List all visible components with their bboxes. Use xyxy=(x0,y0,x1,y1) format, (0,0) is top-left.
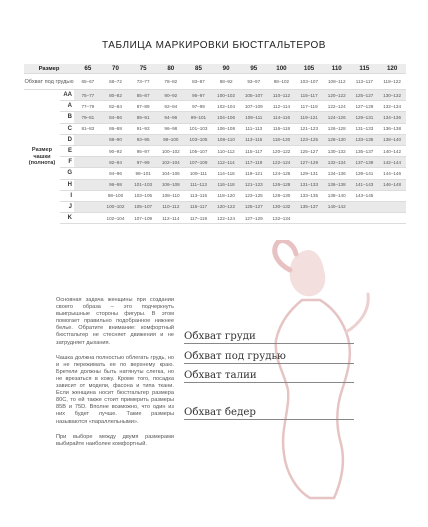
bust-range-cell: 140–142 xyxy=(323,201,351,212)
advice-paragraph: При выборе между двумя размерами выбирайте наиболее комфортный. xyxy=(56,433,174,447)
cup-row xyxy=(24,134,406,145)
bust-range-cell: 122–124 xyxy=(268,157,296,168)
cup-row xyxy=(24,190,406,201)
bust-range-cell: 103–105 xyxy=(185,134,213,145)
bust-range-cell: 121–123 xyxy=(240,179,268,190)
bust-range-cell: 98–100 xyxy=(102,190,130,201)
underbust-cell: 98–102 xyxy=(268,74,296,90)
bust-range-cell: 105–107 xyxy=(185,145,213,156)
bust-range-cell: 125–127 xyxy=(240,201,268,212)
bust-range-cell: 133–135 xyxy=(351,134,379,145)
bust-range-cell: 93–95 xyxy=(129,134,157,145)
bust-range-cell xyxy=(295,213,323,224)
bust-range-cell: 108–110 xyxy=(212,134,240,145)
bust-range-cell: 115–117 xyxy=(185,201,213,212)
underbust-cell: 78–82 xyxy=(157,74,185,90)
bust-range-cell xyxy=(351,213,379,224)
cup-row xyxy=(24,123,406,134)
bust-range-cell: 126–128 xyxy=(323,123,351,134)
bust-range-cell xyxy=(74,145,102,156)
bust-range-cell: 109–111 xyxy=(240,112,268,123)
bust-range-cell: 143–145 xyxy=(351,190,379,201)
band-size-cell: 105 xyxy=(295,64,323,74)
underbust-cell: 118–122 xyxy=(378,74,406,90)
underbust-row xyxy=(24,74,406,90)
bust-range-cell: 117–119 xyxy=(240,157,268,168)
hips-measure-label: Обхват бедер xyxy=(184,407,256,418)
bust-range-cell: 125–127 xyxy=(295,145,323,156)
band-size-cell: 90 xyxy=(212,64,240,74)
bust-range-cell: 108–110 xyxy=(157,190,185,201)
bust-measure xyxy=(184,331,354,344)
bust-range-cell xyxy=(74,213,102,224)
bust-range-cell: 116–118 xyxy=(268,123,296,134)
bust-range-cell: 96–98 xyxy=(157,123,185,134)
bust-range-cell: 138–140 xyxy=(323,190,351,201)
bust-range-cell: 101–103 xyxy=(129,179,157,190)
bust-range-cell: 110–112 xyxy=(157,201,185,212)
cup-letter: F xyxy=(60,157,74,168)
bust-range-cell: 94–96 xyxy=(157,112,185,123)
advice-text xyxy=(56,297,174,456)
bust-range-cell: 123–125 xyxy=(240,190,268,201)
bust-range-cell: 132–134 xyxy=(268,213,296,224)
bust-range-cell: 111–113 xyxy=(240,123,268,134)
bust-range-cell: 130–132 xyxy=(378,90,406,101)
bust-range-cell: 136–138 xyxy=(323,179,351,190)
underbust-cell: 108–112 xyxy=(323,74,351,90)
cup-letter: E xyxy=(60,145,74,156)
cup-row xyxy=(24,168,406,179)
silhouette-body xyxy=(276,300,350,498)
cup-letter: J xyxy=(60,201,74,212)
underbust-cell: 73–77 xyxy=(129,74,157,90)
bust-range-cell: 100–102 xyxy=(102,201,130,212)
bust-range-cell: 96–98 xyxy=(102,179,130,190)
bust-range-cell: 105–107 xyxy=(129,201,157,212)
band-size-cell: 65 xyxy=(74,64,102,74)
bust-range-cell: 86–88 xyxy=(102,123,130,134)
hips-measure xyxy=(184,407,354,420)
bust-range-cell: 146–148 xyxy=(378,179,406,190)
bust-range-cell: 98–100 xyxy=(157,134,185,145)
bust-range-cell: 107–109 xyxy=(129,213,157,224)
underbust-measure-label: Обхват под грудью xyxy=(184,351,286,362)
bust-range-cell xyxy=(323,213,351,224)
bust-range-cell: 132–134 xyxy=(378,101,406,112)
bust-range-cell: 118–120 xyxy=(212,190,240,201)
bust-range-cell xyxy=(378,213,406,224)
bust-range-cell: 110–112 xyxy=(212,145,240,156)
bust-range-cell: 104–106 xyxy=(157,168,185,179)
cup-letter: G xyxy=(60,168,74,179)
bust-range-cell: 128–130 xyxy=(268,190,296,201)
bust-range-cell: 88–90 xyxy=(102,134,130,145)
bust-range-cell: 77–79 xyxy=(74,101,102,112)
bust-range-cell xyxy=(74,168,102,179)
bust-range-cell xyxy=(378,190,406,201)
bust-range-cell: 142–144 xyxy=(378,157,406,168)
bust-range-cell xyxy=(74,190,102,201)
cup-letter: I xyxy=(60,190,74,201)
underbust-cell: 93–97 xyxy=(240,74,268,90)
bust-range-cell: 135–137 xyxy=(295,201,323,212)
bust-range-cell: 129–131 xyxy=(351,112,379,123)
bust-range-cell: 141–143 xyxy=(351,179,379,190)
bust-range-cell: 92–94 xyxy=(102,157,130,168)
bust-range-cell: 111–113 xyxy=(185,179,213,190)
cup-row xyxy=(24,201,406,212)
cup-letter: H xyxy=(60,179,74,190)
bust-range-cell: 107–109 xyxy=(240,101,268,112)
cup-row xyxy=(24,90,406,101)
bust-range-cell: 75–77 xyxy=(74,90,102,101)
bust-range-cell: 99–101 xyxy=(129,168,157,179)
bust-range-cell: 116–118 xyxy=(212,179,240,190)
bust-range-cell: 115–117 xyxy=(295,90,323,101)
band-size-cell: 70 xyxy=(102,64,130,74)
bust-range-cell: 97–99 xyxy=(185,101,213,112)
bust-range-cell: 131–133 xyxy=(351,123,379,134)
bust-range-cell: 137–139 xyxy=(351,157,379,168)
bust-range-cell: 99–101 xyxy=(185,112,213,123)
underbust-cell: 83–87 xyxy=(185,74,213,90)
waist-measure-label: Обхват талии xyxy=(184,370,257,381)
bust-range-cell: 118–120 xyxy=(268,134,296,145)
bust-range-cell: 122–124 xyxy=(323,101,351,112)
underbust-cell: 88–92 xyxy=(212,74,240,90)
bust-range-cell: 131–133 xyxy=(295,179,323,190)
cup-letter: B xyxy=(60,112,74,123)
waist-measure-line xyxy=(184,382,354,383)
band-size-cell: 85 xyxy=(185,64,213,74)
bust-range-cell xyxy=(378,201,406,212)
underbust-cell: 68–72 xyxy=(102,74,130,90)
advice-paragraph: Чашка должна полностью облегать грудь, но и не пережимать ее по верхнему краю. Бретели должны быть натянуты слегка, но не врезаться в кожу. Кроме того, посадка зависит от модели, фасона и типа ткани. Если женщина носит бюстгальтер размера 80С, то ей также стоит примерить размеры 85В и 75D. Вполне возможно, что один из них будет лучше. Такие размеры называются «параллельными». xyxy=(56,354,174,425)
band-size-cell: 110 xyxy=(323,64,351,74)
bust-range-cell: 127–129 xyxy=(295,157,323,168)
underbust-measure xyxy=(184,351,354,364)
bust-range-cell: 94–96 xyxy=(102,168,130,179)
bust-range-cell: 112–114 xyxy=(268,101,296,112)
bust-range-cell: 130–132 xyxy=(323,145,351,156)
bust-range-cell: 100–102 xyxy=(157,145,185,156)
cup-row xyxy=(24,157,406,168)
bust-range-cell: 101–103 xyxy=(185,123,213,134)
bust-range-cell: 127–129 xyxy=(351,101,379,112)
bust-range-cell: 114–116 xyxy=(212,168,240,179)
bust-range-cell xyxy=(74,179,102,190)
bust-range-cell: 92–94 xyxy=(157,101,185,112)
bust-range-cell: 100–102 xyxy=(212,90,240,101)
bust-range-cell: 87–89 xyxy=(129,101,157,112)
bust-range-cell: 106–108 xyxy=(212,123,240,134)
cup-row xyxy=(24,145,406,156)
page-title: ТАБЛИЦА МАРКИРОВКИ БЮСТГАЛЬТЕРОВ xyxy=(102,40,326,51)
bust-range-cell: 81–83 xyxy=(74,123,102,134)
cup-row xyxy=(24,179,406,190)
underbust-label: Обхват под грудью xyxy=(24,74,74,90)
bust-range-cell: 102–104 xyxy=(212,101,240,112)
bust-range-cell: 121–123 xyxy=(295,123,323,134)
bust-range-cell: 129–131 xyxy=(295,168,323,179)
bust-range-cell: 132–134 xyxy=(323,157,351,168)
cup-letter: A xyxy=(60,101,74,112)
band-size-cell: 95 xyxy=(240,64,268,74)
band-size-row xyxy=(24,64,406,74)
bust-range-cell: 103–105 xyxy=(129,190,157,201)
bust-range-cell xyxy=(74,157,102,168)
bust-range-cell: 126–128 xyxy=(268,179,296,190)
cup-size-label: Размер чашки (полнота) xyxy=(28,147,56,167)
cup-letter: AA xyxy=(60,90,74,101)
bust-range-cell: 97–99 xyxy=(129,157,157,168)
bust-range-cell: 90–92 xyxy=(102,145,130,156)
bust-range-cell: 102–104 xyxy=(102,213,130,224)
bust-range-cell: 113–115 xyxy=(185,190,213,201)
band-size-cell: 75 xyxy=(129,64,157,74)
bust-range-cell: 124–126 xyxy=(268,168,296,179)
bust-range-cell: 133–135 xyxy=(295,190,323,201)
bust-range-cell: 112–114 xyxy=(212,157,240,168)
bust-range-cell: 85–87 xyxy=(129,90,157,101)
underbust-cell: 103–107 xyxy=(295,74,323,90)
bust-measure-label: Обхват груди xyxy=(184,331,256,342)
bust-range-cell: 130–132 xyxy=(268,201,296,212)
band-size-cell: 115 xyxy=(351,64,379,74)
bust-range-cell: 110–112 xyxy=(268,90,296,101)
bust-range-cell: 120–122 xyxy=(323,90,351,101)
silhouette-head-arm xyxy=(290,250,326,296)
cup-row xyxy=(24,213,406,224)
cup-letter: C xyxy=(60,123,74,134)
advice-paragraph: Основная задача женщины при создании своего образа – это подчеркнуть выигрышные стороны фигуры. В этом помогает правильно подобранное нижнее белье. Обратите внимание: комфортный бюстгальтер не стесняет движения и не затрудняет дыхания. xyxy=(56,297,174,346)
bust-range-cell: 124–126 xyxy=(323,112,351,123)
cup-row xyxy=(24,112,406,123)
bust-range-cell: 140–142 xyxy=(378,145,406,156)
bust-range-cell: 120–122 xyxy=(268,145,296,156)
bust-range-cell: 104–106 xyxy=(212,112,240,123)
bust-range-cell: 125–127 xyxy=(351,90,379,101)
bust-range-cell: 90–92 xyxy=(157,90,185,101)
band-size-cell: 120 xyxy=(378,64,406,74)
bust-range-cell: 123–125 xyxy=(295,134,323,145)
bust-range-cell: 82–84 xyxy=(102,101,130,112)
bust-range-cell xyxy=(74,134,102,145)
bust-range-cell: 84–86 xyxy=(102,112,130,123)
cup-letter: K xyxy=(60,213,74,224)
bra-size-table xyxy=(24,64,406,224)
waist-measure xyxy=(184,370,354,383)
bust-range-cell: 105–107 xyxy=(240,90,268,101)
size-header-label: Размер xyxy=(24,64,74,74)
bust-range-cell: 89–91 xyxy=(129,112,157,123)
bust-range-cell: 136–138 xyxy=(378,123,406,134)
bust-range-cell: 112–114 xyxy=(157,213,185,224)
bust-range-cell: 135–137 xyxy=(351,145,379,156)
bust-range-cell: 128–130 xyxy=(323,134,351,145)
bust-range-cell: 79–81 xyxy=(74,112,102,123)
bust-range-cell xyxy=(351,201,379,212)
bust-range-cell: 106–108 xyxy=(157,179,185,190)
bust-range-cell: 109–111 xyxy=(185,168,213,179)
bust-range-cell: 119–121 xyxy=(295,112,323,123)
bust-range-cell: 80–82 xyxy=(102,90,130,101)
bust-range-cell: 107–109 xyxy=(185,157,213,168)
bust-range-cell: 119–121 xyxy=(240,168,268,179)
bust-range-cell: 127–129 xyxy=(240,213,268,224)
bust-range-cell: 113–115 xyxy=(240,134,268,145)
bust-range-cell: 134–136 xyxy=(378,112,406,123)
bust-range-cell: 122–124 xyxy=(212,213,240,224)
bust-range-cell xyxy=(74,201,102,212)
bust-range-cell: 102–104 xyxy=(157,157,185,168)
bust-range-cell: 117–119 xyxy=(185,213,213,224)
band-size-cell: 100 xyxy=(268,64,296,74)
underbust-measure-line xyxy=(184,363,354,364)
bust-measure-line xyxy=(184,343,354,344)
bust-range-cell: 138–140 xyxy=(378,134,406,145)
bust-range-cell: 95–97 xyxy=(129,145,157,156)
underbust-cell: 113–117 xyxy=(351,74,379,90)
hips-measure-line xyxy=(184,419,354,420)
bust-range-cell: 115–117 xyxy=(240,145,268,156)
bust-range-cell: 114–116 xyxy=(268,112,296,123)
bust-range-cell: 139–141 xyxy=(351,168,379,179)
bust-range-cell: 95–97 xyxy=(185,90,213,101)
bust-range-cell: 144–146 xyxy=(378,168,406,179)
band-size-cell: 80 xyxy=(157,64,185,74)
cup-letter: D xyxy=(60,134,74,145)
bust-range-cell: 120–122 xyxy=(212,201,240,212)
underbust-cell: 65–67 xyxy=(74,74,102,90)
silhouette-arm-right xyxy=(346,294,368,332)
bust-range-cell: 117–119 xyxy=(295,101,323,112)
bust-range-cell: 91–93 xyxy=(129,123,157,134)
bust-range-cell: 134–136 xyxy=(323,168,351,179)
cup-row xyxy=(24,101,406,112)
